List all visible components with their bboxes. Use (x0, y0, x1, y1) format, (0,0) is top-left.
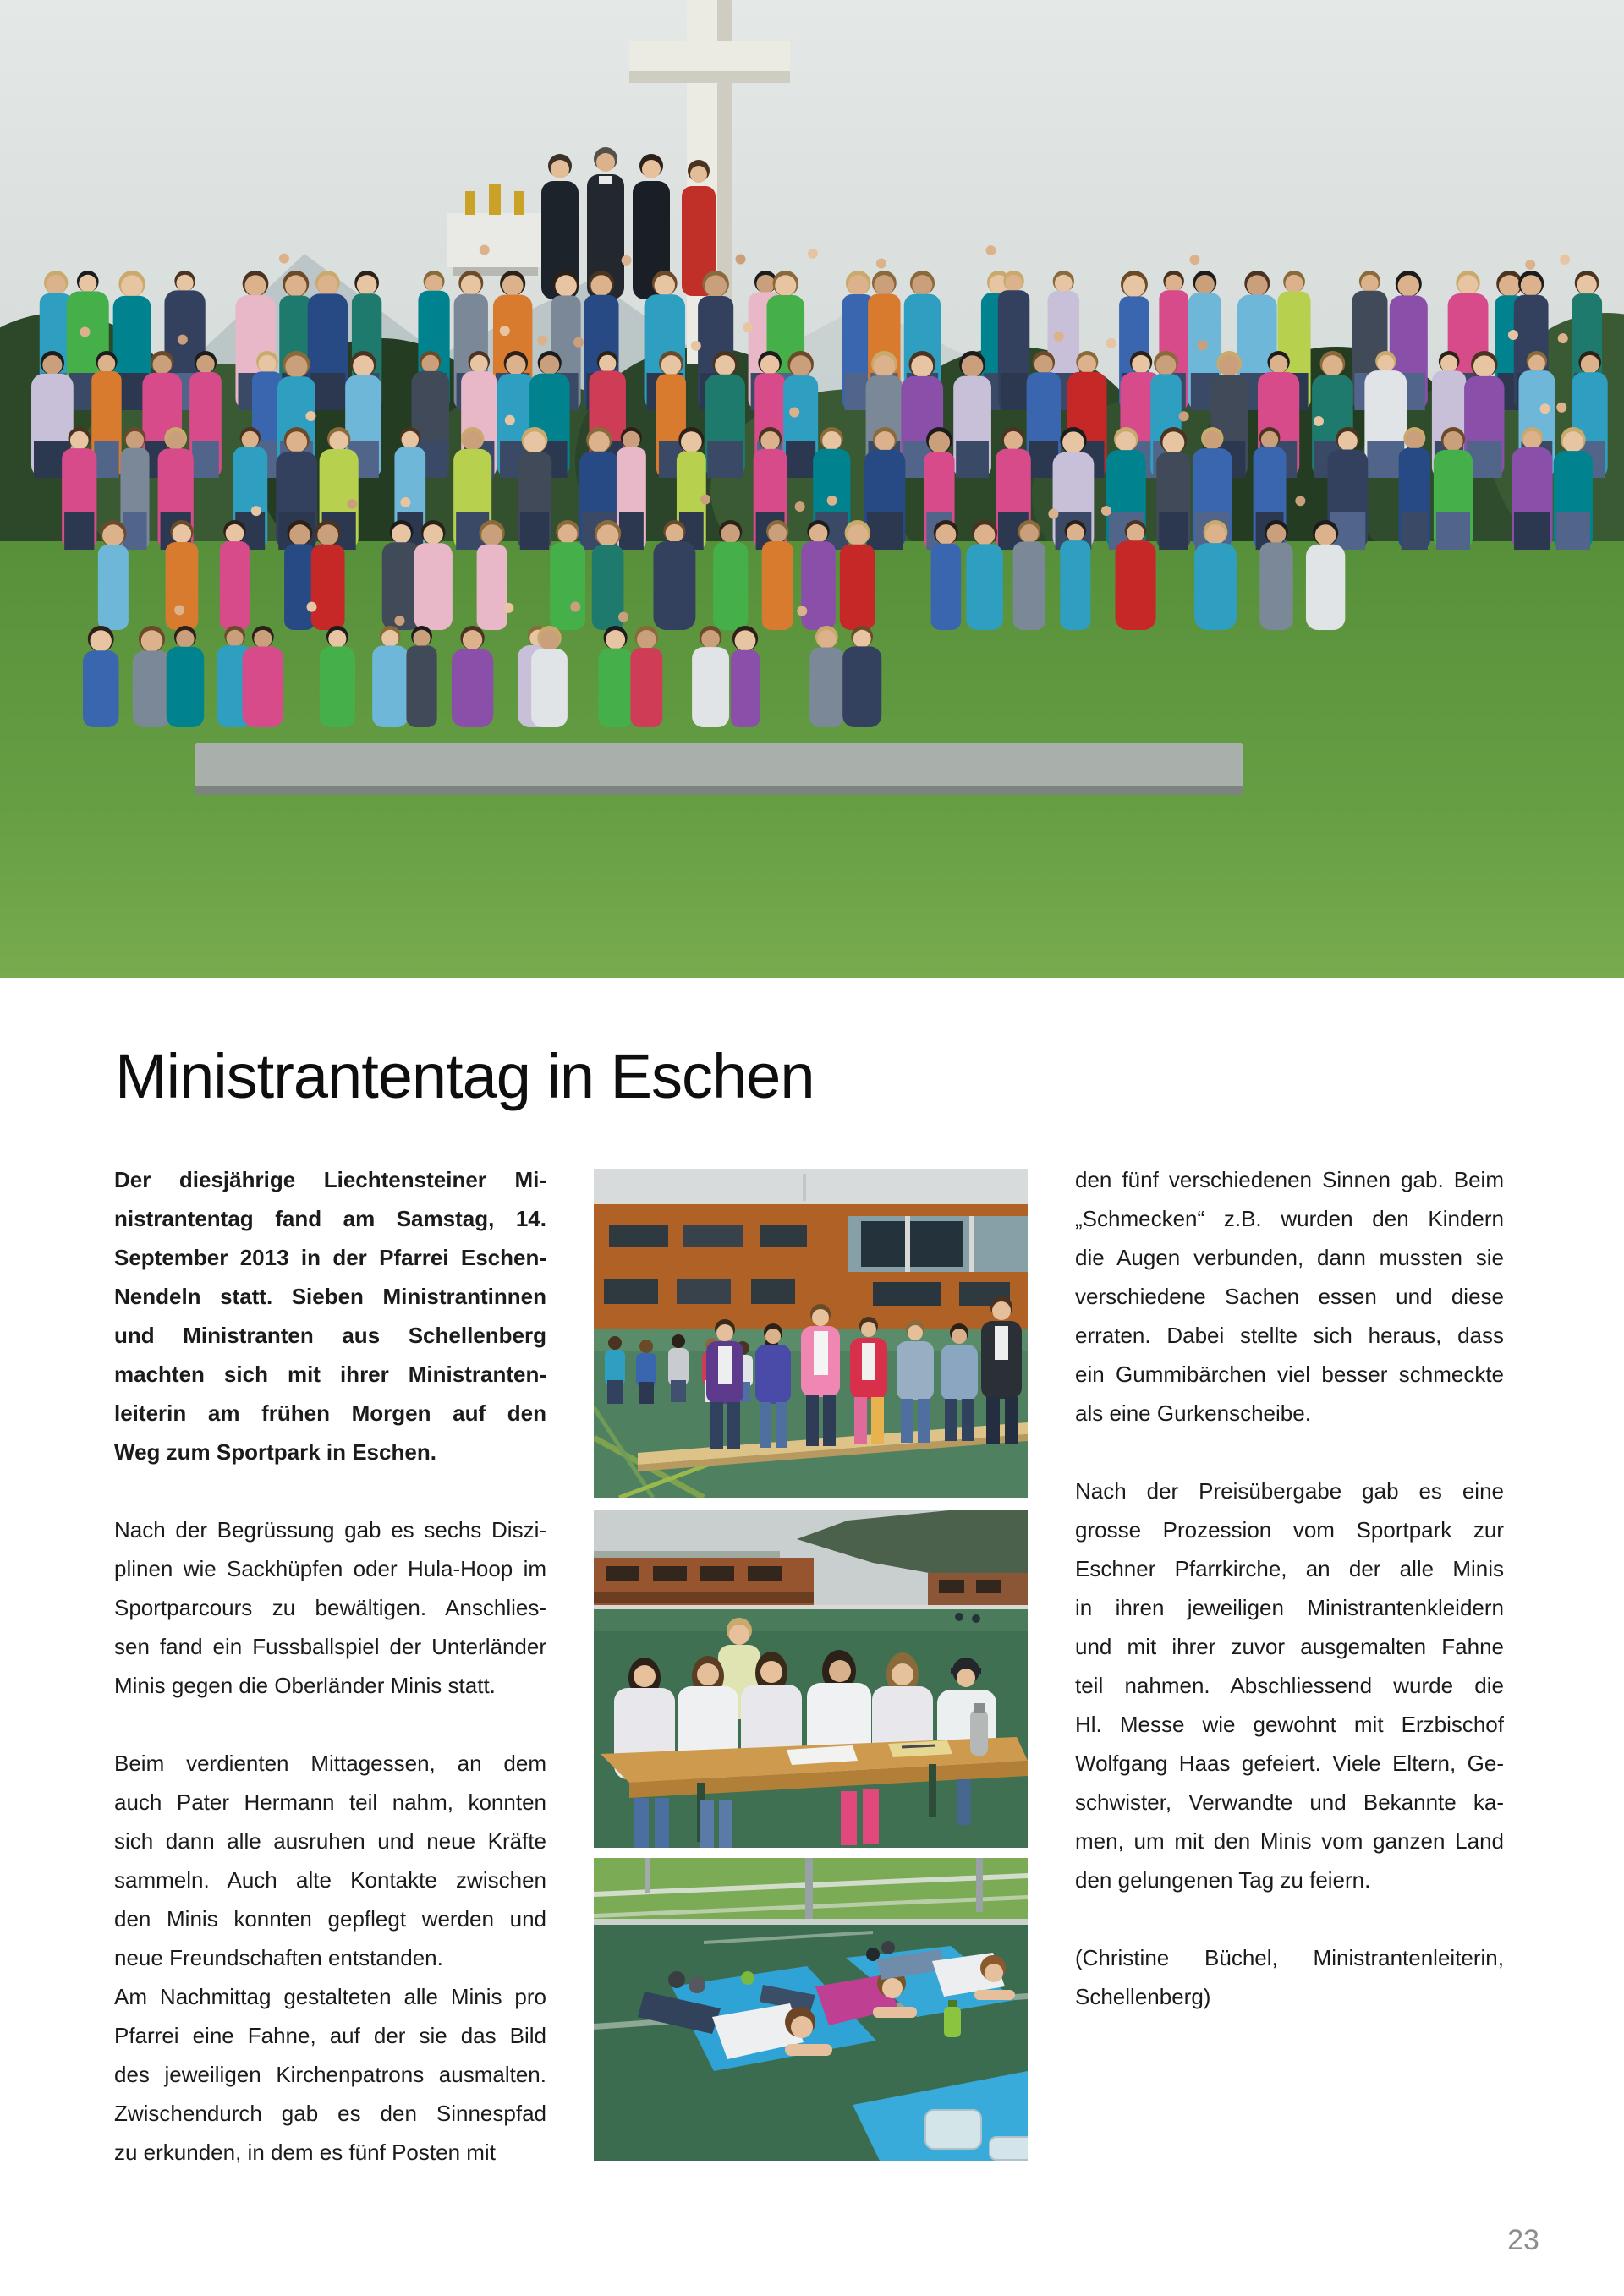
text-line: und mit ihrer zuvor ausgemalten Fahne (1075, 1634, 1504, 1659)
paragraph (1075, 1471, 1504, 1899)
text-line: Sportparcours zu bewältigen. Anschlies- (114, 1595, 546, 1620)
text-line: (Christine Büchel, Ministrantenleiterin, (1075, 1945, 1504, 1970)
text-line: sammeln. Auch alte Kontakte zwischen (114, 1867, 546, 1893)
article-headline: Ministrantentag in Eschen (115, 1041, 815, 1111)
paragraph (114, 1744, 546, 2172)
text-line: sich dann alle ausruhen und neue Kräfte (114, 1828, 546, 1854)
text-line: Zwischendurch gab es den Sinnespfad (114, 2101, 546, 2126)
text-line: Hl. Messe wie gewohnt mit Erzbischof (1075, 1712, 1504, 1737)
text-line: men, um mit den Minis vom ganzen Land (1075, 1828, 1504, 1854)
text-line: erraten. Dabei stellte sich heraus, dass (1075, 1323, 1504, 1348)
text-line: Eschner Pfarrkirche, an der alle Minis (1075, 1556, 1504, 1581)
text-line: den gelungenen Tag zu feiern. (1075, 1867, 1371, 1893)
text-line: Wolfgang Haas gefeiert. Viele Eltern, Ge- (1075, 1751, 1504, 1776)
text-line: Der diesjährige Liechtensteiner Mi- (114, 1167, 546, 1192)
text-line: Nendeln statt. Sieben Ministrantinnen (114, 1284, 546, 1309)
text-line: nistrantentag fand am Samstag, 14. (114, 1206, 546, 1231)
text-line: neue Freundschaften entstanden. (114, 1945, 443, 1970)
text-line: sen fand ein Fussballspiel der Unterländer (114, 1634, 546, 1659)
text-line: in ihren jeweiligen Ministrantenkleidern (1075, 1595, 1504, 1620)
photo-table-group (594, 1510, 1028, 1848)
text-line: September 2013 in der Pfarrei Eschen- (114, 1245, 546, 1270)
text-line: verschiedene Sachen essen und diese (1075, 1284, 1504, 1309)
text-line: Am Nachmittag gestalteten alle Minis pro (114, 1984, 546, 2009)
text-line: „Schmecken“ z.B. wurden den Kindern (1075, 1206, 1504, 1231)
text-line: schwister, Verwandte und Bekannte ka- (1075, 1789, 1504, 1815)
text-line: grosse Prozession vom Sportpark zur (1075, 1517, 1504, 1543)
paragraph (114, 1510, 546, 1705)
text-line: Pfarrei eine Fahne, auf der sie das Bild (114, 2023, 546, 2048)
text-line: den Minis konnten gepflegt werden und (114, 1906, 546, 1932)
concrete-curb (195, 743, 1243, 795)
text-line: auch Pater Hermann teil nahm, konnten (114, 1789, 546, 1815)
text-line: Beim verdienten Mittagessen, an dem (114, 1751, 546, 1776)
text-line: zu erkunden, in dem es fünf Posten mit (114, 2140, 496, 2165)
text-line: teil nahmen. Abschliessend wurde die (1075, 1673, 1504, 1698)
text-line: Weg zum Sportpark in Eschen. (114, 1439, 436, 1465)
text-line: ein Gummibärchen viel besser schmeckte (1075, 1362, 1504, 1387)
text-line: als eine Gurkenscheibe. (1075, 1400, 1311, 1426)
paragraph (114, 1160, 546, 1471)
text-line: die Augen verbunden, dann mussten sie (1075, 1245, 1504, 1270)
text-line: machten sich mit ihrer Ministranten- (114, 1362, 546, 1387)
text-line: Nach der Preisübergabe gab es eine (1075, 1478, 1504, 1504)
paragraph (1075, 1938, 1504, 2016)
photo-blue-mats (594, 1858, 1028, 2161)
paragraph (1075, 1160, 1504, 1433)
photo-balance-beam (594, 1169, 1028, 1498)
page-number: 23 (1507, 2224, 1539, 2256)
text-line: und Ministranten aus Schellenberg (114, 1323, 546, 1348)
article-left-column (114, 1160, 546, 2172)
text-line: plinen wie Sackhüpfen oder Hula-Hoop im (114, 1556, 546, 1581)
text-line: leiterin am frühen Morgen auf den (114, 1400, 546, 1426)
text-line: Minis gegen die Oberländer Minis statt. (114, 1673, 496, 1698)
hero-photo (0, 0, 1624, 978)
text-line: Nach der Begrüssung gab es sechs Diszi- (114, 1517, 546, 1543)
text-line: Schellenberg) (1075, 1984, 1211, 2009)
text-line: den fünf verschiedenen Sinnen gab. Beim (1075, 1167, 1504, 1192)
text-line: des jeweiligen Kirchenpatrons ausmalten. (114, 2062, 546, 2087)
article-right-column (1075, 1160, 1504, 2016)
